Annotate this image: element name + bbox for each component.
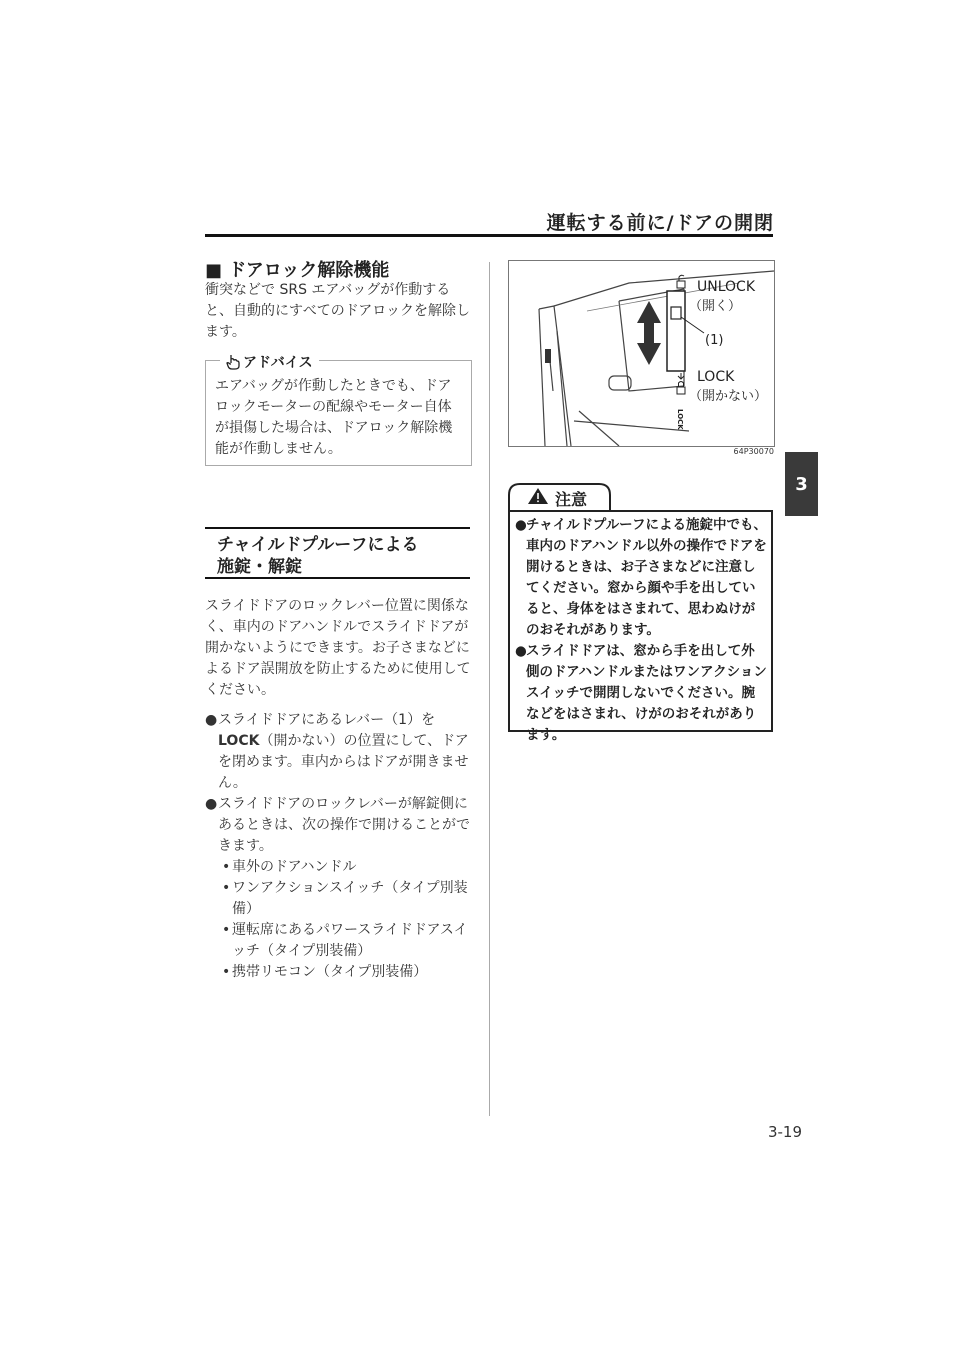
heading-rule-top [205,527,470,529]
list-item [205,710,475,794]
section-title-line1: チャイルドプルーフによる [217,535,419,555]
bullet1-lock: LOCK [218,733,260,749]
section1-body: 衝突などで SRS エアバッグが作動すると、自動的にすべてのドアロックを解除します。 [205,282,471,340]
heading-rule-bottom [205,577,470,579]
sub-list-item: • ワンアクションスイッチ（タイプ別装備） [205,878,475,920]
bullet1-post: （開かない）の位置にして、ドアを閉めます。車内からはドアが開きません。 [218,733,469,791]
door-lock-lever-figure [508,260,775,447]
sub-item-text: 車外のドアハンドル [232,859,357,875]
lock-icon [677,373,685,394]
list-item: ● スライドドアは、窓から手を出して外側のドアハンドルまたはワンアクションスイッチで開閉しないでください。腕などをはさまれ、けがのおそれがあります。 [515,641,767,746]
unlock-label: UNLOCK [697,279,755,295]
instruction-list [205,710,475,983]
lock-label-jp: （開かない） [689,389,768,404]
section-title-door-lock-release: ■ ドアロック解除機能 [205,260,390,281]
sub-item-text: ワンアクションスイッチ（タイプ別装備） [232,880,468,917]
advice-text: エアバッグが作動したときでも、ドアロックモーターの配線やモーター自体が損傷した場合は、ドアロック解除機能が作動しません。 [215,378,453,457]
list-item-text: スライドドアのロックレバーが解錠側にあるときは、次の操作で開けることができます。 [218,796,470,854]
section2-body: スライドドアのロックレバー位置に関係なく、車内のドアハンドルでスライドドアが開かないようにできます。お子さまなどによるドア誤開放を防止するために使用してください。 [205,598,471,698]
caution-list [515,515,767,746]
caution-label: 注意 [555,490,588,509]
section-title-child-proof [217,534,418,578]
list-item: ● チャイルドプルーフによる施錠中でも、車内のドアハンドル以外の操作でドアを開けるときは、お子さまなどに注意してください。窓から顔や手を出していると、身体をはさまれて、思わぬけがのおそれがあります。 [515,515,767,641]
sub-item-text: 運転席にあるパワースライドドアスイッチ（タイプ別装備） [232,922,468,959]
section-title-line2: 施錠・解錠 [217,557,302,577]
list-item [205,794,475,857]
bullet-dot: ● [205,796,218,812]
column-divider [489,262,490,1116]
page-header-title: 運転する前に/ドアの開閉 [546,212,774,234]
chapter-tab: 3 [785,452,818,516]
caution-item-text: チャイルドプルーフによる施錠中でも、車内のドアハンドル以外の操作でドアを開けるときは、お子さまなどに注意してください。窓から顔や手を出していると、身体をはさまれて、思わぬけがのおそれがあります。 [526,517,767,638]
header-rule [205,234,773,237]
bullet1-pre: スライドドアにあるレバー（1）を [218,712,436,728]
advice-label-text: アドバイス [243,355,313,371]
figure-id: 64P30070 [733,447,774,456]
lock-label: LOCK [697,369,735,385]
sub-item-text: 携帯リモコン（タイプ別装備） [232,964,428,980]
lever-callout: (1) [705,333,724,348]
page-number: 3-19 [767,1123,802,1141]
unlock-icon [677,275,685,288]
unlock-label-jp: （開く） [689,299,742,314]
sub-list-item: • 携帯リモコン（タイプ別装備） [205,962,475,983]
sub-list-item: • 運転席にあるパワースライドドアスイッチ（タイプ別装備） [205,920,475,962]
sub-list-item: • 車外のドアハンドル [205,857,475,878]
lock-small-label: LOCK [676,409,684,430]
advice-label [220,352,319,372]
list-item-text [218,710,475,794]
caution-item-text: スライドドアは、窓から手を出して外側のドアハンドルまたはワンアクションスイッチで開閉しないでください。腕などをはさまれ、けがのおそれがあります。 [526,643,767,743]
pointing-hand-icon [226,354,240,370]
bullet-dot: ● [205,712,218,728]
